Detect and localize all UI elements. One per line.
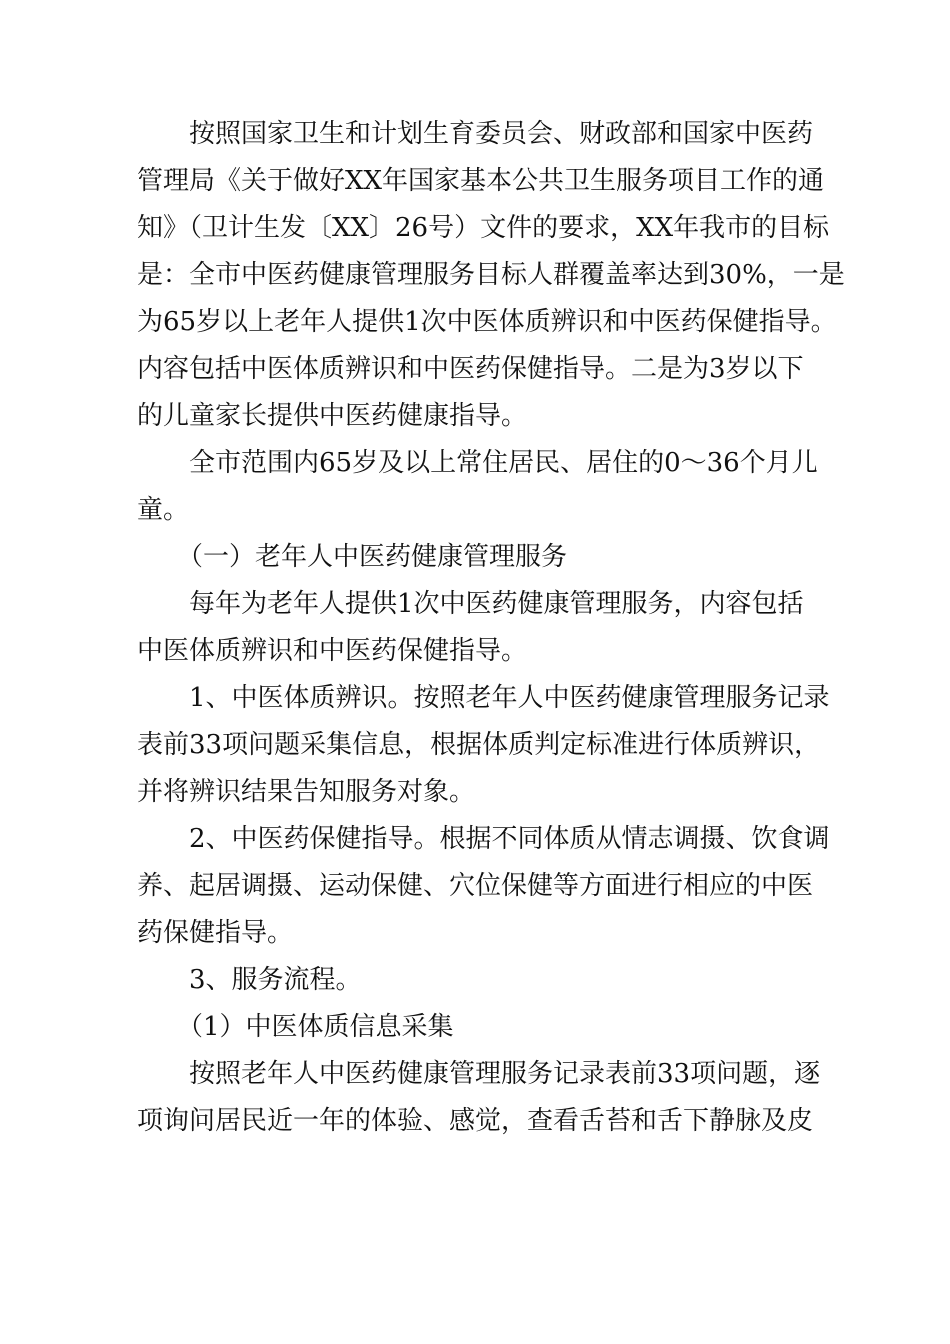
text-line: 知》（卫计生发〔XX〕26号）文件的要求，XX年我市的目标 — [137, 213, 830, 243]
document-body — [137, 111, 845, 1145]
paragraph-item-1 — [137, 675, 830, 816]
heading-text: （一）老年人中医药健康管理服务 — [177, 542, 568, 572]
text-line: 表前33项问题采集信息，根据体质判定标准进行体质辨识， — [137, 730, 821, 760]
paragraph-collect — [137, 1051, 827, 1145]
text-line: 童。 — [137, 495, 190, 525]
text-line: 为65岁以上老年人提供1次中医体质辨识和中医药保健指导。 — [137, 307, 837, 337]
text-line: 2、中医药保健指导。根据不同体质从情志调摄、饮食调 — [189, 824, 830, 854]
text-line: 每年为老年人提供1次中医药健康管理服务，内容包括 — [189, 589, 804, 619]
text-line: 按照老年人中医药健康管理服务记录表前33项问题，逐 — [189, 1059, 821, 1089]
text-line: 3、服务流程。 — [189, 965, 362, 995]
text-line: 项询问居民近一年的体验、感觉，查看舌苔和舌下静脉及皮 — [137, 1106, 814, 1136]
text-line: 1、中医体质辨识。按照老年人中医药健康管理服务记录 — [189, 683, 830, 713]
text-line: 全市范围内65岁及以上常住居民、居住的0～36个月儿 — [189, 448, 818, 478]
text-line: 药保健指导。 — [137, 918, 294, 948]
text-line: 的儿童家长提供中医药健康指导。 — [137, 401, 528, 431]
paragraph-item-3 — [137, 957, 827, 1004]
section-heading-elderly-service — [137, 534, 827, 581]
paragraph-goal — [137, 111, 845, 440]
section-heading-info-collection — [137, 1004, 827, 1051]
text-line: 内容包括中医体质辨识和中医药保健指导。二是为3岁以下 — [137, 354, 804, 384]
heading-text: （1）中医体质信息采集 — [177, 1012, 454, 1042]
text-line: 养、起居调摄、运动保健、穴位保健等方面进行相应的中医 — [137, 871, 814, 901]
paragraph-scope — [137, 440, 827, 534]
paragraph-item-2 — [137, 816, 830, 957]
text-line: 并将辨识结果告知服务对象。 — [137, 777, 476, 807]
text-line: 中医体质辨识和中医药保健指导。 — [137, 636, 528, 666]
text-line: 按照国家卫生和计划生育委员会、财政部和国家中医药 — [189, 119, 814, 149]
paragraph-service-yearly — [137, 581, 827, 675]
text-line: 管理局《关于做好XX年国家基本公共卫生服务项目工作的通 — [137, 166, 825, 196]
text-line: 是：全市中医药健康管理服务目标人群覆盖率达到30%，一是 — [137, 260, 845, 290]
